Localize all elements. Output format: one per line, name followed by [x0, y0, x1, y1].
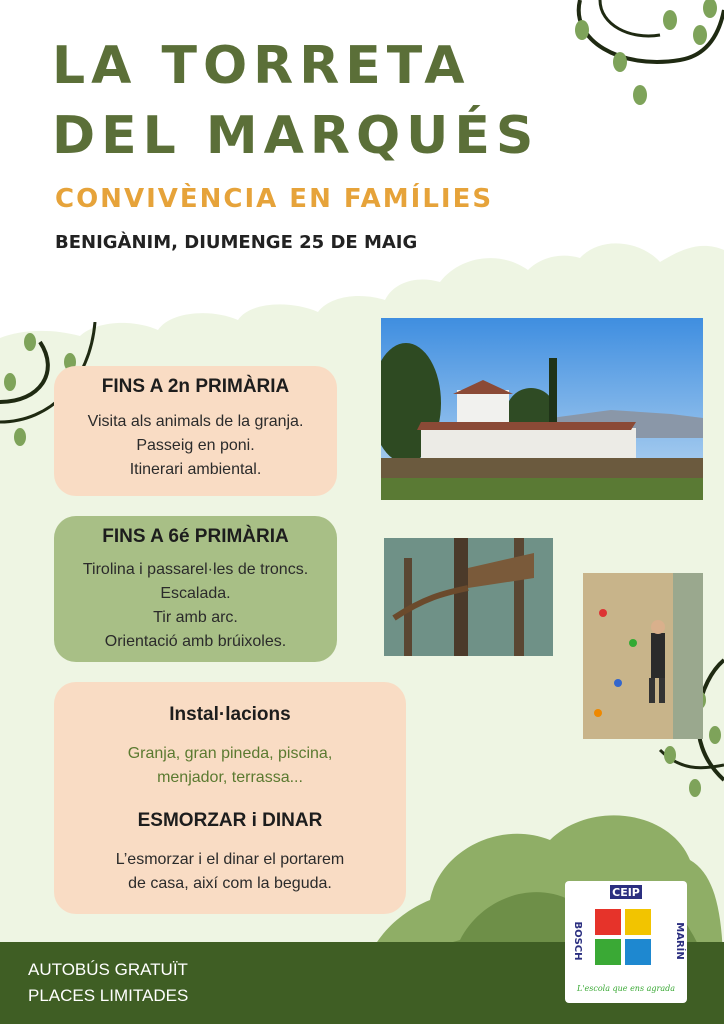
- title-line-2: DEL MARQUÉS: [52, 106, 540, 166]
- footer-notes: [28, 957, 188, 1009]
- logo-left-text: BOSCH: [572, 921, 583, 961]
- logo-right-text: MARÍN: [674, 922, 685, 960]
- subtitle: CONVIVÈNCIA EN FAMÍLIES: [55, 184, 494, 214]
- photo-torreta-building: [381, 318, 703, 500]
- activity-list: [54, 558, 337, 654]
- photo-climbing-wall: [583, 573, 703, 739]
- logo-slogan: L'escola que ens agrada: [577, 984, 675, 993]
- activity-item: Escalada.: [160, 585, 231, 602]
- facilities-line: Granja, gran pineda, piscina,: [127, 745, 333, 762]
- event-date: BENIGÀNIM, DIUMENGE 25 DE MAIG: [55, 232, 418, 253]
- card-heading: FINS A 2n PRIMÀRIA: [101, 376, 290, 397]
- card-heading: FINS A 6é PRIMÀRIA: [102, 526, 289, 547]
- free-bus-text: AUTOBÚS GRATUÏT: [28, 960, 188, 979]
- logo-top-text: CEIP: [612, 886, 640, 899]
- activity-item: Visita als animals de la granja.: [87, 413, 304, 430]
- facilities-line: menjador, terrassa...: [157, 769, 303, 786]
- school-logo: [565, 881, 687, 1003]
- school-logo-graphic: [565, 881, 687, 1003]
- limited-places-text: PLACES LIMITADES: [28, 986, 189, 1005]
- activity-item: Tirolina i passarel·les de troncs.: [82, 561, 309, 578]
- activity-item: Itinerari ambiental.: [129, 461, 262, 478]
- meals-line: L’esmorzar i el dinar el portarem: [115, 851, 345, 868]
- photo-rope-bridge: [384, 538, 553, 656]
- meals-line: de casa, així com la beguda.: [128, 875, 332, 892]
- activity-item: Orientació amb brúixoles.: [104, 633, 287, 650]
- activity-item: Passeig en poni.: [136, 437, 255, 454]
- activities-card-2n-primaria: [54, 366, 337, 496]
- activities-card-6e-primaria: [54, 516, 337, 662]
- activity-list: [54, 410, 337, 482]
- activity-item: Tir amb arc.: [153, 609, 238, 626]
- facilities-heading: Instal·lacions: [169, 704, 291, 725]
- facilities-list: [54, 742, 406, 790]
- meals-heading: ESMORZAR i DINAR: [137, 810, 323, 831]
- vine-decoration-top-right: [560, 0, 724, 110]
- title-line-1: LA TORRETA: [52, 36, 471, 96]
